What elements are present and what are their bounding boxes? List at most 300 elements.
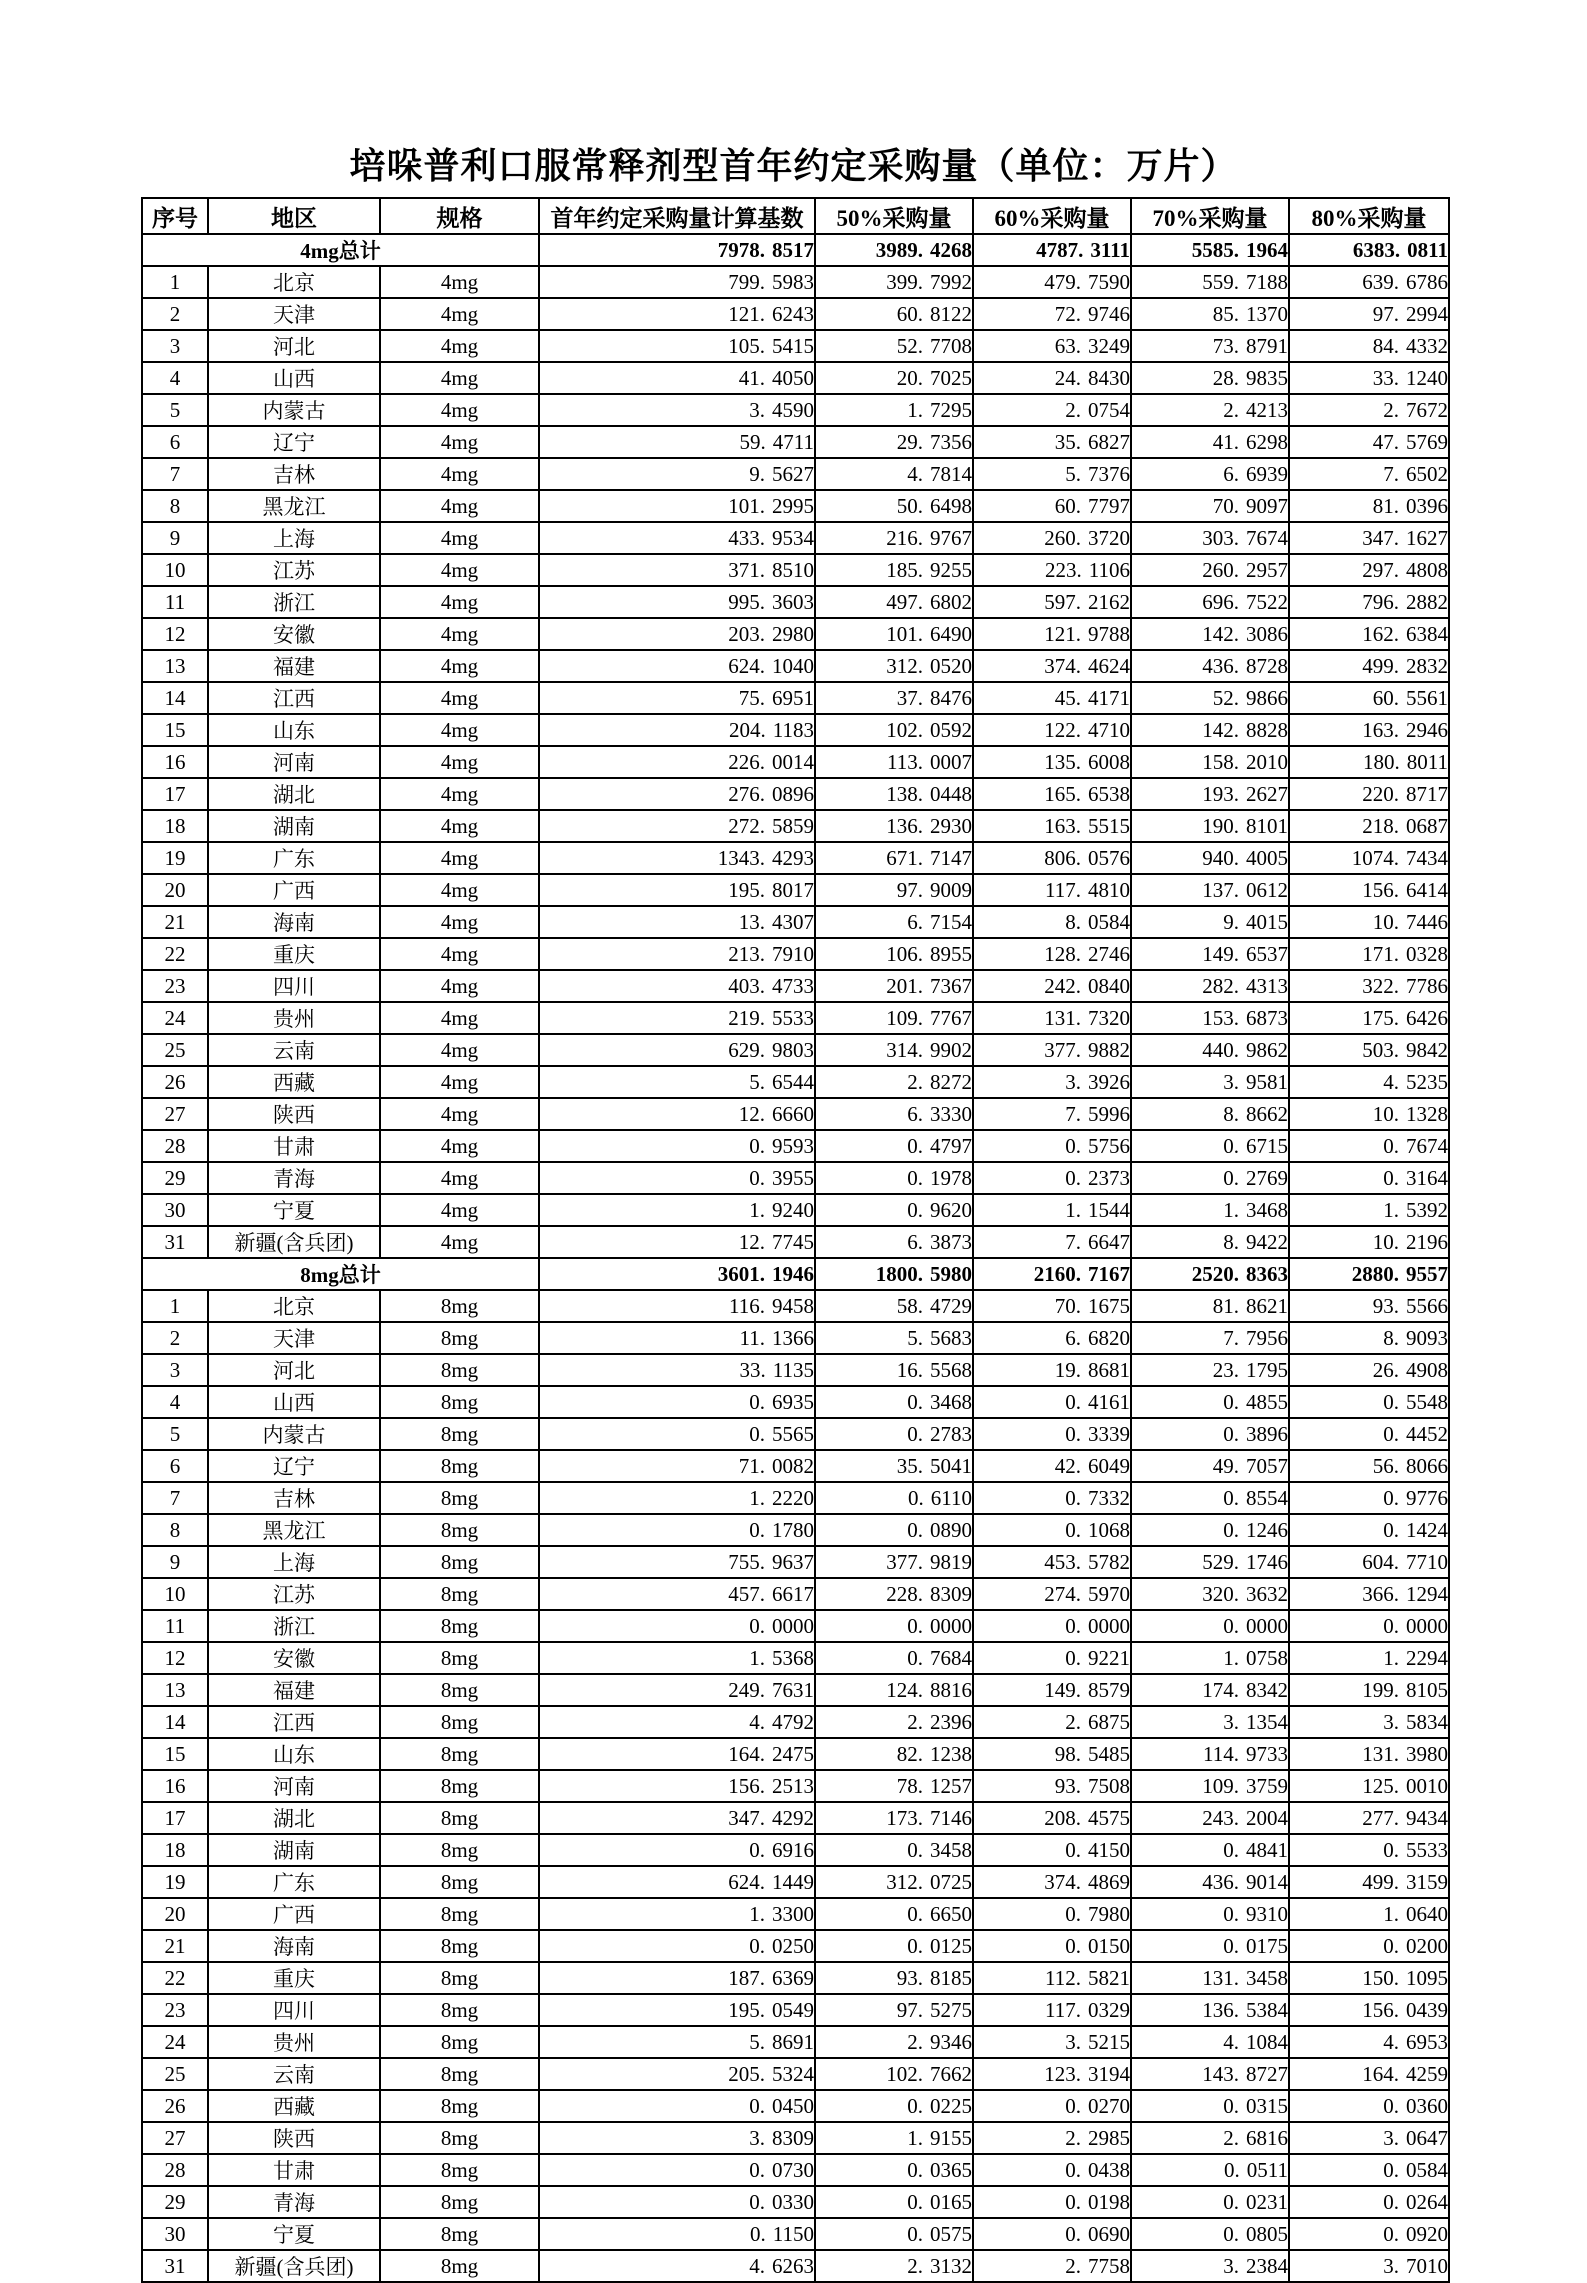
cell-no: 15	[142, 714, 208, 746]
cell-region: 山东	[208, 714, 380, 746]
cell-60pct: 165. 6538	[973, 778, 1131, 810]
cell-region: 青海	[208, 2186, 380, 2218]
column-header-region: 地区	[208, 198, 380, 234]
cell-spec: 4mg	[380, 714, 539, 746]
cell-80pct: 0. 5548	[1289, 1386, 1449, 1418]
cell-60pct: 242. 0840	[973, 970, 1131, 1002]
table-row	[142, 586, 1449, 618]
cell-base: 0. 5565	[539, 1418, 815, 1450]
cell-50pct: 4. 7814	[815, 458, 973, 490]
cell-no: 28	[142, 1130, 208, 1162]
cell-spec: 4mg	[380, 490, 539, 522]
table-row	[142, 1354, 1449, 1386]
cell-70pct: 7. 7956	[1131, 1322, 1289, 1354]
cell-70pct: 0. 2769	[1131, 1162, 1289, 1194]
cell-70pct: 243. 2004	[1131, 1802, 1289, 1834]
cell-spec: 8mg	[380, 1514, 539, 1546]
cell-70pct: 440. 9862	[1131, 1034, 1289, 1066]
cell-spec: 8mg	[380, 2154, 539, 2186]
cell-base: 75. 6951	[539, 682, 815, 714]
cell-no: 18	[142, 810, 208, 842]
cell-70pct: 136. 5384	[1131, 1994, 1289, 2026]
cell-80pct: 47. 5769	[1289, 426, 1449, 458]
table-row	[142, 714, 1449, 746]
cell-70pct: 0. 3896	[1131, 1418, 1289, 1450]
cell-region: 北京	[208, 1290, 380, 1322]
cell-region: 天津	[208, 298, 380, 330]
cell-no: 4	[142, 362, 208, 394]
cell-60pct: 6. 6820	[973, 1322, 1131, 1354]
cell-region: 北京	[208, 266, 380, 298]
cell-50pct: 97. 5275	[815, 1994, 973, 2026]
cell-no: 6	[142, 1450, 208, 1482]
cell-base: 0. 0450	[539, 2090, 815, 2122]
cell-60pct: 117. 4810	[973, 874, 1131, 906]
cell-50pct: 0. 0125	[815, 1930, 973, 1962]
cell-80pct: 1. 2294	[1289, 1642, 1449, 1674]
cell-spec: 8mg	[380, 1322, 539, 1354]
cell-region: 宁夏	[208, 1194, 380, 1226]
cell-base: 0. 0250	[539, 1930, 815, 1962]
cell-base: 195. 0549	[539, 1994, 815, 2026]
cell-50pct: 29. 7356	[815, 426, 973, 458]
cell-spec: 4mg	[380, 426, 539, 458]
table-row	[142, 2122, 1449, 2154]
cell-region: 海南	[208, 1930, 380, 1962]
cell-base: 276. 0896	[539, 778, 815, 810]
cell-base: 156. 2513	[539, 1770, 815, 1802]
cell-region: 云南	[208, 1034, 380, 1066]
cell-no: 15	[142, 1738, 208, 1770]
cell-50pct: 0. 6110	[815, 1482, 973, 1514]
cell-region: 河南	[208, 1770, 380, 1802]
cell-region: 江苏	[208, 1578, 380, 1610]
cell-no: 26	[142, 1066, 208, 1098]
cell-no: 29	[142, 2186, 208, 2218]
cell-region: 湖南	[208, 810, 380, 842]
total-base: 7978. 8517	[539, 234, 815, 266]
cell-70pct: 73. 8791	[1131, 330, 1289, 362]
cell-no: 8	[142, 490, 208, 522]
table-row	[142, 554, 1449, 586]
cell-80pct: 162. 6384	[1289, 618, 1449, 650]
cell-50pct: 136. 2930	[815, 810, 973, 842]
cell-80pct: 0. 0000	[1289, 1610, 1449, 1642]
cell-70pct: 282. 4313	[1131, 970, 1289, 1002]
table-row	[142, 1514, 1449, 1546]
cell-50pct: 16. 5568	[815, 1354, 973, 1386]
table-row	[142, 1866, 1449, 1898]
table-row	[142, 618, 1449, 650]
cell-80pct: 180. 8011	[1289, 746, 1449, 778]
cell-spec: 8mg	[380, 1674, 539, 1706]
cell-region: 陕西	[208, 1098, 380, 1130]
cell-60pct: 45. 4171	[973, 682, 1131, 714]
cell-50pct: 58. 4729	[815, 1290, 973, 1322]
table-row	[142, 1290, 1449, 1322]
cell-60pct: 3. 5215	[973, 2026, 1131, 2058]
cell-50pct: 1. 7295	[815, 394, 973, 426]
cell-base: 1343. 4293	[539, 842, 815, 874]
cell-80pct: 125. 0010	[1289, 1770, 1449, 1802]
cell-base: 219. 5533	[539, 1002, 815, 1034]
cell-50pct: 173. 7146	[815, 1802, 973, 1834]
cell-80pct: 0. 4452	[1289, 1418, 1449, 1450]
cell-50pct: 1. 9155	[815, 2122, 973, 2154]
cell-no: 9	[142, 522, 208, 554]
cell-region: 湖北	[208, 1802, 380, 1834]
cell-no: 23	[142, 970, 208, 1002]
cell-base: 226. 0014	[539, 746, 815, 778]
cell-50pct: 106. 8955	[815, 938, 973, 970]
cell-70pct: 0. 4855	[1131, 1386, 1289, 1418]
cell-spec: 8mg	[380, 1578, 539, 1610]
column-header-no: 序号	[142, 198, 208, 234]
cell-50pct: 37. 8476	[815, 682, 973, 714]
table-row	[142, 2250, 1449, 2282]
table-row	[142, 778, 1449, 810]
cell-no: 21	[142, 1930, 208, 1962]
cell-80pct: 163. 2946	[1289, 714, 1449, 746]
table-row	[142, 1770, 1449, 1802]
column-header-spec: 规格	[380, 198, 539, 234]
cell-spec: 8mg	[380, 1450, 539, 1482]
cell-80pct: 220. 8717	[1289, 778, 1449, 810]
cell-50pct: 0. 3468	[815, 1386, 973, 1418]
table-row	[142, 1994, 1449, 2026]
cell-no: 10	[142, 1578, 208, 1610]
cell-region: 广西	[208, 1898, 380, 1930]
cell-60pct: 123. 3194	[973, 2058, 1131, 2090]
table-row	[142, 1130, 1449, 1162]
cell-base: 433. 9534	[539, 522, 815, 554]
cell-70pct: 81. 8621	[1131, 1290, 1289, 1322]
cell-spec: 4mg	[380, 1034, 539, 1066]
cell-70pct: 940. 4005	[1131, 842, 1289, 874]
cell-base: 629. 9803	[539, 1034, 815, 1066]
cell-region: 宁夏	[208, 2218, 380, 2250]
cell-region: 云南	[208, 2058, 380, 2090]
cell-no: 12	[142, 618, 208, 650]
cell-region: 河北	[208, 1354, 380, 1386]
table-row	[142, 266, 1449, 298]
cell-50pct: 20. 7025	[815, 362, 973, 394]
table-row	[142, 1098, 1449, 1130]
cell-50pct: 0. 1978	[815, 1162, 973, 1194]
cell-spec: 8mg	[380, 2218, 539, 2250]
cell-base: 0. 0000	[539, 1610, 815, 1642]
cell-60pct: 0. 4161	[973, 1386, 1131, 1418]
cell-no: 28	[142, 2154, 208, 2186]
cell-no: 5	[142, 394, 208, 426]
cell-region: 天津	[208, 1322, 380, 1354]
table-row	[142, 2026, 1449, 2058]
cell-50pct: 201. 7367	[815, 970, 973, 1002]
cell-60pct: 72. 9746	[973, 298, 1131, 330]
cell-50pct: 6. 3873	[815, 1226, 973, 1258]
cell-50pct: 0. 3458	[815, 1834, 973, 1866]
cell-base: 799. 5983	[539, 266, 815, 298]
cell-base: 624. 1449	[539, 1866, 815, 1898]
cell-base: 12. 6660	[539, 1098, 815, 1130]
cell-70pct: 0. 9310	[1131, 1898, 1289, 1930]
cell-60pct: 0. 2373	[973, 1162, 1131, 1194]
cell-base: 41. 4050	[539, 362, 815, 394]
cell-70pct: 193. 2627	[1131, 778, 1289, 810]
cell-50pct: 6. 7154	[815, 906, 973, 938]
cell-70pct: 0. 4841	[1131, 1834, 1289, 1866]
cell-60pct: 597. 2162	[973, 586, 1131, 618]
table-body	[142, 234, 1449, 2282]
cell-50pct: 78. 1257	[815, 1770, 973, 1802]
cell-70pct: 131. 3458	[1131, 1962, 1289, 1994]
table-row	[142, 874, 1449, 906]
table-row	[142, 1322, 1449, 1354]
cell-base: 0. 6916	[539, 1834, 815, 1866]
cell-region: 新疆(含兵团)	[208, 2250, 380, 2282]
cell-70pct: 0. 0231	[1131, 2186, 1289, 2218]
cell-50pct: 50. 6498	[815, 490, 973, 522]
table-row	[142, 522, 1449, 554]
cell-50pct: 377. 9819	[815, 1546, 973, 1578]
cell-50pct: 314. 9902	[815, 1034, 973, 1066]
cell-80pct: 3. 7010	[1289, 2250, 1449, 2282]
cell-80pct: 4. 5235	[1289, 1066, 1449, 1098]
cell-80pct: 0. 9776	[1289, 1482, 1449, 1514]
column-header-50pct: 50%采购量	[815, 198, 973, 234]
table-row	[142, 298, 1449, 330]
cell-80pct: 0. 5533	[1289, 1834, 1449, 1866]
cell-50pct: 0. 0225	[815, 2090, 973, 2122]
cell-70pct: 0. 0175	[1131, 1930, 1289, 1962]
cell-60pct: 374. 4869	[973, 1866, 1131, 1898]
table-row	[142, 1546, 1449, 1578]
cell-region: 甘肃	[208, 2154, 380, 2186]
cell-base: 1. 3300	[539, 1898, 815, 1930]
cell-no: 21	[142, 906, 208, 938]
cell-70pct: 52. 9866	[1131, 682, 1289, 714]
cell-70pct: 696. 7522	[1131, 586, 1289, 618]
cell-region: 福建	[208, 1674, 380, 1706]
cell-base: 0. 3955	[539, 1162, 815, 1194]
cell-60pct: 2. 2985	[973, 2122, 1131, 2154]
cell-70pct: 23. 1795	[1131, 1354, 1289, 1386]
cell-region: 内蒙古	[208, 1418, 380, 1450]
cell-70pct: 3. 9581	[1131, 1066, 1289, 1098]
cell-spec: 8mg	[380, 1354, 539, 1386]
table-row	[142, 1194, 1449, 1226]
cell-50pct: 399. 7992	[815, 266, 973, 298]
cell-spec: 4mg	[380, 842, 539, 874]
cell-base: 121. 6243	[539, 298, 815, 330]
cell-base: 213. 7910	[539, 938, 815, 970]
cell-base: 13. 4307	[539, 906, 815, 938]
cell-60pct: 70. 1675	[973, 1290, 1131, 1322]
cell-base: 204. 1183	[539, 714, 815, 746]
column-header-base: 首年约定采购量计算基数	[539, 198, 815, 234]
table-row	[142, 1834, 1449, 1866]
cell-spec: 4mg	[380, 298, 539, 330]
cell-base: 203. 2980	[539, 618, 815, 650]
cell-base: 116. 9458	[539, 1290, 815, 1322]
cell-base: 1. 9240	[539, 1194, 815, 1226]
cell-region: 山西	[208, 362, 380, 394]
table-row	[142, 1802, 1449, 1834]
cell-spec: 8mg	[380, 1930, 539, 1962]
table-row	[142, 1066, 1449, 1098]
cell-50pct: 138. 0448	[815, 778, 973, 810]
cell-70pct: 1. 3468	[1131, 1194, 1289, 1226]
cell-60pct: 0. 5756	[973, 1130, 1131, 1162]
cell-base: 347. 4292	[539, 1802, 815, 1834]
cell-region: 江西	[208, 682, 380, 714]
cell-no: 12	[142, 1642, 208, 1674]
cell-80pct: 131. 3980	[1289, 1738, 1449, 1770]
cell-80pct: 10. 1328	[1289, 1098, 1449, 1130]
cell-base: 1. 2220	[539, 1482, 815, 1514]
cell-region: 吉林	[208, 458, 380, 490]
cell-region: 重庆	[208, 938, 380, 970]
cell-70pct: 529. 1746	[1131, 1546, 1289, 1578]
cell-base: 0. 0330	[539, 2186, 815, 2218]
cell-region: 辽宁	[208, 426, 380, 458]
cell-no: 30	[142, 1194, 208, 1226]
cell-base: 1. 5368	[539, 1642, 815, 1674]
cell-60pct: 0. 0438	[973, 2154, 1131, 2186]
table-row	[142, 1674, 1449, 1706]
cell-80pct: 2. 7672	[1289, 394, 1449, 426]
cell-80pct: 8. 9093	[1289, 1322, 1449, 1354]
table-header	[142, 198, 1449, 234]
cell-base: 105. 5415	[539, 330, 815, 362]
cell-region: 甘肃	[208, 1130, 380, 1162]
column-header-80pct: 80%采购量	[1289, 198, 1449, 234]
cell-60pct: 8. 0584	[973, 906, 1131, 938]
cell-50pct: 93. 8185	[815, 1962, 973, 1994]
cell-no: 22	[142, 1962, 208, 1994]
cell-base: 457. 6617	[539, 1578, 815, 1610]
cell-base: 187. 6369	[539, 1962, 815, 1994]
cell-80pct: 503. 9842	[1289, 1034, 1449, 1066]
cell-70pct: 559. 7188	[1131, 266, 1289, 298]
cell-no: 29	[142, 1162, 208, 1194]
cell-no: 17	[142, 1802, 208, 1834]
cell-50pct: 52. 7708	[815, 330, 973, 362]
cell-base: 205. 5324	[539, 2058, 815, 2090]
cell-base: 403. 4733	[539, 970, 815, 1002]
table-row	[142, 1162, 1449, 1194]
cell-no: 3	[142, 1354, 208, 1386]
table-row	[142, 1706, 1449, 1738]
cell-spec: 4mg	[380, 810, 539, 842]
cell-spec: 4mg	[380, 1194, 539, 1226]
cell-base: 3. 4590	[539, 394, 815, 426]
cell-50pct: 2. 8272	[815, 1066, 973, 1098]
cell-base: 195. 8017	[539, 874, 815, 906]
cell-base: 59. 4711	[539, 426, 815, 458]
cell-60pct: 163. 5515	[973, 810, 1131, 842]
cell-60pct: 3. 3926	[973, 1066, 1131, 1098]
table-row	[142, 906, 1449, 938]
cell-80pct: 150. 1095	[1289, 1962, 1449, 1994]
cell-no: 19	[142, 1866, 208, 1898]
cell-spec: 4mg	[380, 1130, 539, 1162]
cell-60pct: 5. 7376	[973, 458, 1131, 490]
cell-60pct: 0. 0000	[973, 1610, 1131, 1642]
cell-70pct: 85. 1370	[1131, 298, 1289, 330]
cell-spec: 8mg	[380, 2250, 539, 2282]
table-row	[142, 2186, 1449, 2218]
cell-80pct: 56. 8066	[1289, 1450, 1449, 1482]
total-base: 3601. 1946	[539, 1258, 815, 1290]
cell-80pct: 97. 2994	[1289, 298, 1449, 330]
cell-no: 7	[142, 1482, 208, 1514]
cell-region: 湖北	[208, 778, 380, 810]
table-row	[142, 810, 1449, 842]
table-row	[142, 1962, 1449, 1994]
cell-70pct: 1. 0758	[1131, 1642, 1289, 1674]
cell-50pct: 0. 2783	[815, 1418, 973, 1450]
cell-70pct: 0. 0805	[1131, 2218, 1289, 2250]
cell-50pct: 35. 5041	[815, 1450, 973, 1482]
cell-60pct: 121. 9788	[973, 618, 1131, 650]
cell-spec: 4mg	[380, 586, 539, 618]
cell-spec: 4mg	[380, 362, 539, 394]
cell-50pct: 102. 0592	[815, 714, 973, 746]
cell-spec: 4mg	[380, 682, 539, 714]
cell-70pct: 109. 3759	[1131, 1770, 1289, 1802]
cell-60pct: 63. 3249	[973, 330, 1131, 362]
cell-spec: 8mg	[380, 2058, 539, 2090]
cell-region: 广西	[208, 874, 380, 906]
total-60pct: 2160. 7167	[973, 1258, 1131, 1290]
cell-80pct: 60. 5561	[1289, 682, 1449, 714]
cell-base: 9. 5627	[539, 458, 815, 490]
total-50pct: 3989. 4268	[815, 234, 973, 266]
cell-no: 11	[142, 1610, 208, 1642]
cell-no: 2	[142, 298, 208, 330]
cell-spec: 8mg	[380, 2122, 539, 2154]
total-80pct: 2880. 9557	[1289, 1258, 1449, 1290]
table-row	[142, 1034, 1449, 1066]
cell-region: 西藏	[208, 2090, 380, 2122]
cell-50pct: 102. 7662	[815, 2058, 973, 2090]
column-header-60pct: 60%采购量	[973, 198, 1131, 234]
table-row	[142, 1898, 1449, 1930]
cell-no: 2	[142, 1322, 208, 1354]
cell-80pct: 499. 3159	[1289, 1866, 1449, 1898]
cell-60pct: 223. 1106	[973, 554, 1131, 586]
cell-no: 8	[142, 1514, 208, 1546]
cell-70pct: 41. 6298	[1131, 426, 1289, 458]
cell-80pct: 604. 7710	[1289, 1546, 1449, 1578]
cell-base: 0. 9593	[539, 1130, 815, 1162]
cell-60pct: 93. 7508	[973, 1770, 1131, 1802]
cell-region: 山西	[208, 1386, 380, 1418]
cell-80pct: 4. 6953	[1289, 2026, 1449, 2058]
cell-spec: 8mg	[380, 1482, 539, 1514]
cell-no: 3	[142, 330, 208, 362]
cell-base: 4. 6263	[539, 2250, 815, 2282]
cell-base: 11. 1366	[539, 1322, 815, 1354]
cell-region: 广东	[208, 842, 380, 874]
cell-no: 25	[142, 1034, 208, 1066]
cell-70pct: 153. 6873	[1131, 1002, 1289, 1034]
cell-no: 22	[142, 938, 208, 970]
table-row	[142, 1226, 1449, 1258]
cell-80pct: 156. 6414	[1289, 874, 1449, 906]
cell-spec: 4mg	[380, 746, 539, 778]
